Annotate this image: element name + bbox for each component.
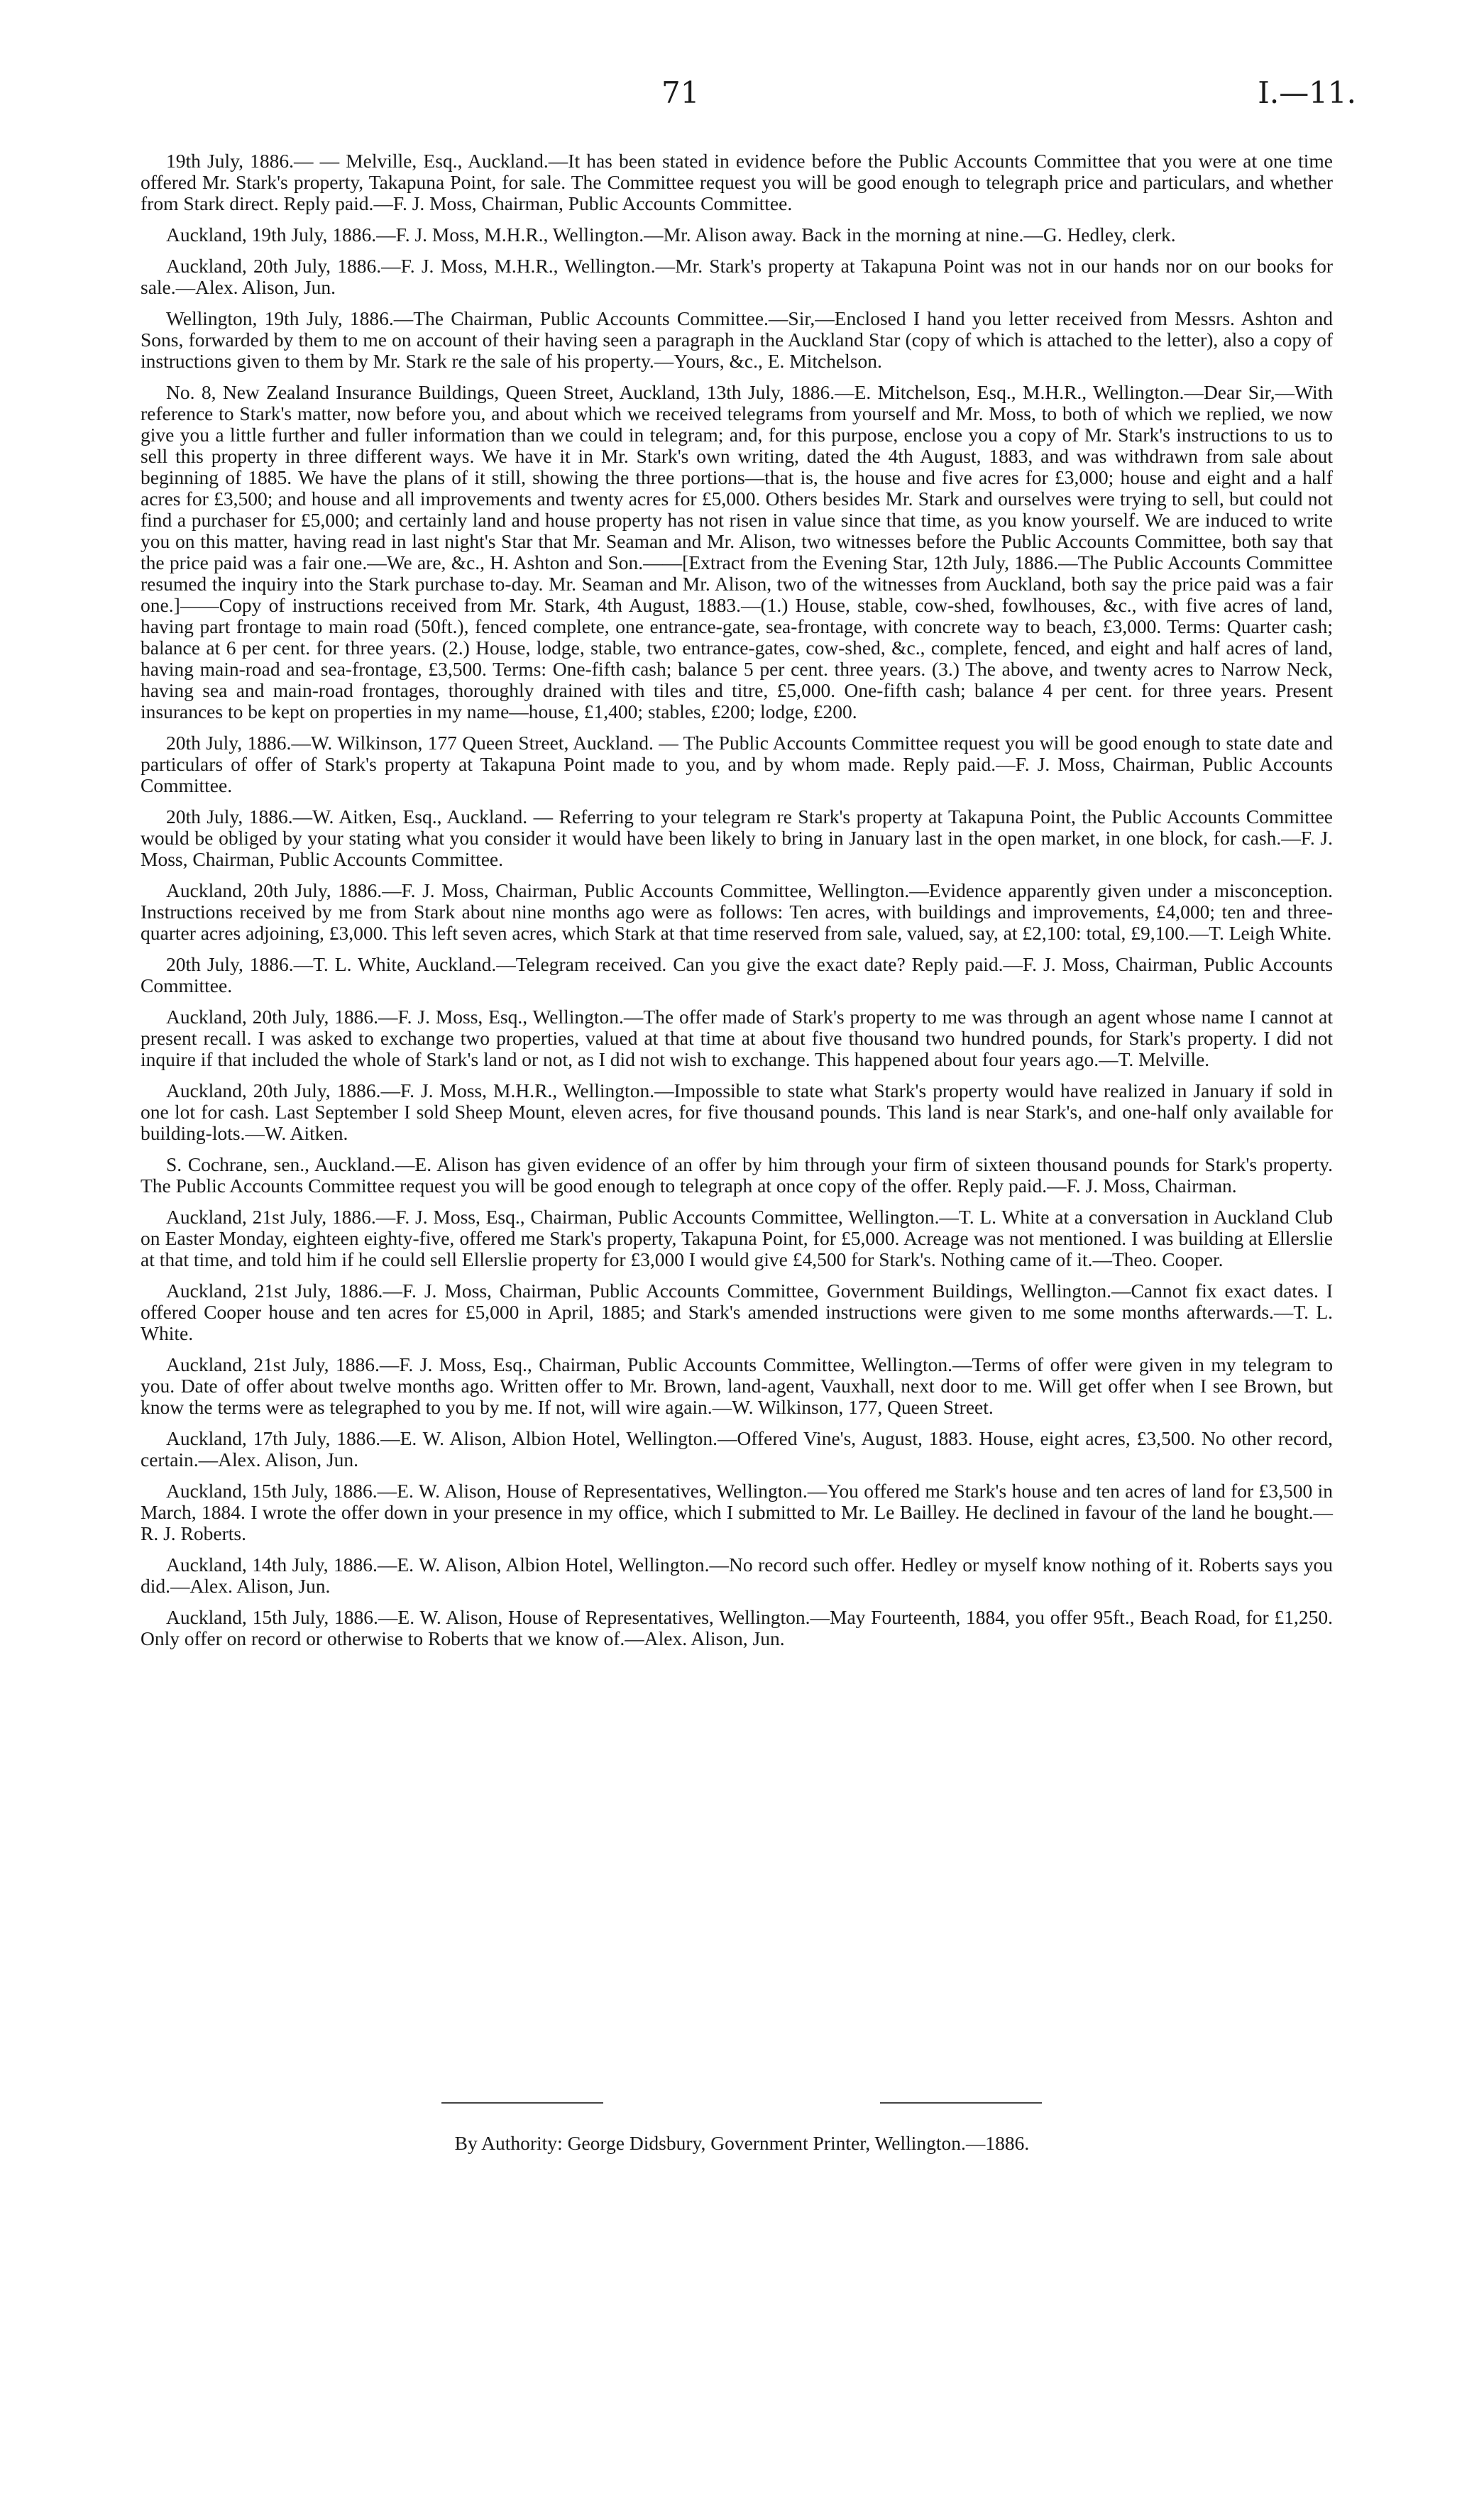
paragraph: Wellington, 19th July, 1886.—The Chairman, Public Accounts Committee.—Sir,—Enclosed I hand you letter received from Messrs. Ashton and Sons, forwarded by them to me on account of their having seen a paragraph in the Auckland Star (copy of which is attached to the letter), also a copy of instructions given to them by Mr. Stark re the sale of his property.—Yours, &c., E. Mitchelson. xyxy=(141,307,1333,372)
printer-imprint: By Authority: George Didsbury, Government Printer, Wellington.—1886. xyxy=(454,2132,1030,2154)
paragraph: Auckland, 21st July, 1886.—F. J. Moss, Esq., Chairman, Public Accounts Committee, Wellington.—T. L. White at a conversation in Auckland Club on Easter Monday, eighteen eighty-five, offered me Stark's property, Takapuna Point, for £5,000. Acreage was not mentioned. I was building at Ellerslie at that time, and told him if he could sell Ellerslie property for £3,000 I would give £4,500 for Stark's. Nothing came of it.—Theo. Cooper. xyxy=(141,1206,1333,1270)
paragraph: Auckland, 21st July, 1886.—F. J. Moss, Esq., Chairman, Public Accounts Committee, Wellington.—Terms of offer were given in my telegram to you. Date of offer about twelve months ago. Written offer to Mr. Brown, land-agent, Vauxhall, next door to me. Will get offer when I see Brown, but know the terms were as telegraphed to you by me. If not, will wire again.—W. Wilkinson, 177, Queen Street. xyxy=(141,1353,1333,1418)
body-text xyxy=(141,150,1333,1659)
paragraph: Auckland, 17th July, 1886.—E. W. Alison, Albion Hotel, Wellington.—Offered Vine's, August, 1883. House, eight acres, £3,500. No other record, certain.—Alex. Alison, Jun. xyxy=(141,1427,1333,1471)
paragraph: S. Cochrane, sen., Auckland.—E. Alison has given evidence of an offer by him through your firm of sixteen thousand pounds for Stark's property. The Public Accounts Committee request you will be good enough to telegraph at once copy of the offer. Reply paid.—F. J. Moss, Chairman. xyxy=(141,1153,1333,1197)
paragraph: Auckland, 14th July, 1886.—E. W. Alison, Albion Hotel, Wellington.—No record such offer. Hedley or myself know nothing of it. Roberts says you did.—Alex. Alison, Jun. xyxy=(141,1554,1333,1597)
footer-rule-right xyxy=(880,2102,1042,2104)
paragraph: 20th July, 1886.—W. Wilkinson, 177 Queen Street, Auckland. — The Public Accounts Committee request you will be good enough to state date and particulars of offer of Stark's property at Takapuna Point made to you, and by whom made. Reply paid.—F. J. Moss, Chairman, Public Accounts Committee. xyxy=(141,732,1333,796)
paragraph: Auckland, 15th July, 1886.—E. W. Alison, House of Representatives, Wellington.—You offered me Stark's house and ten acres of land for £3,500 in March, 1884. I wrote the offer down in your presence in my office, which I submitted to Mr. Le Bailley. He declined in favour of the land he bought.—R. J. Roberts. xyxy=(141,1480,1333,1544)
paragraph: No. 8, New Zealand Insurance Buildings, Queen Street, Auckland, 13th July, 1886.—E. Mitchelson, Esq., M.H.R., Wellington.—Dear Sir,—With reference to Stark's matter, now before you, and about which we received telegrams from yourself and Mr. Moss, to both of which we replied, we now give you a little further and fuller information than we could in telegram; and, for this purpose, enclose you a copy of Mr. Stark's instructions to us to sell this property in three different ways. We have it in Mr. Stark's own writing, dated the 4th August, 1883, and was withdrawn from sale about beginning of 1885. We have the plans of it still, showing the three portions—that is, the house and five acres for £3,000; house and eight and a half acres for £3,500; and house and all improvements and twenty acres for £5,000. Others besides Mr. Stark and ourselves were trying to sell, but could not find a purchaser for £5,000; and certainly land and house property has not risen in value since that time, as you know yourself. We are induced to write you on this matter, having read in last night's Star that Mr. Seaman and Mr. Alison, two witnesses before the Public Accounts Committee, both say that the price paid was a fair one.—We are, &c., H. Ashton and Son.——[Extract from the Evening Star, 12th July, 1886.—The Public Accounts Committee resumed the inquiry into the Stark purchase to-day. Mr. Seaman and Mr. Alison, two of the witnesses from Auckland, both say the price paid was a fair one.]——Copy of instructions received from Mr. Stark, 4th August, 1883.—(1.) House, stable, cow-shed, fowlhouses, &c., with five acres of land, having part frontage to main road (50ft.), fenced complete, one entrance-gate, sea-frontage, with concrete way to beach, £3,000. Terms: Quarter cash; balance at 6 per cent. for three years. (2.) House, lodge, stable, two entrance-gates, cow-shed, &c., complete, fenced, and eight and half acres of land, having main-road and sea-frontage, £3,500. Terms: One-fifth cash; balance 5 per cent. three years. (3.) The above, and twenty acres to Narrow Neck, having sea and main-road frontages, thoroughly drained with tiles and titre, £5,000. One-fifth cash; balance 4 per cent. for three years. Present insurances to be kept on properties in my name—house, £1,400; stables, £200; lodge, £200. xyxy=(141,381,1333,722)
paragraph: 20th July, 1886.—W. Aitken, Esq., Auckland. — Referring to your telegram re Stark's property at Takapuna Point, the Public Accounts Committee would be obliged by your stating what you consider it would have been likely to bring in January last in the open market, in one block, for cash.—F. J. Moss, Chairman, Public Accounts Committee. xyxy=(141,806,1333,870)
paragraph: Auckland, 20th July, 1886.—F. J. Moss, Esq., Wellington.—The offer made of Stark's property to me was through an agent whose name I cannot at present recall. I was asked to exchange two properties, valued at that time at about five thousand two hundred pounds, for Stark's property. I did not inquire if that included the whole of Stark's land or not, as I did not wish to exchange. This happened about four years ago.—T. Melville. xyxy=(141,1006,1333,1070)
footer-rule-left xyxy=(441,2102,603,2104)
paragraph: Auckland, 20th July, 1886.—F. J. Moss, Chairman, Public Accounts Committee, Wellington.—Evidence apparently given under a misconception. Instructions received by me from Stark about nine months ago were as follows: Ten acres, with buildings and improvements, £4,000; ten and three-quarter acres adjoining, £3,000. This left seven acres, which Stark at that time reserved from sale, valued, say, at £2,100: total, £9,100.—T. Leigh White. xyxy=(141,879,1333,944)
page-number: 71 xyxy=(661,75,700,110)
paragraph: Auckland, 20th July, 1886.—F. J. Moss, M.H.R., Wellington.—Mr. Stark's property at Takapuna Point was not in our hands nor on our books for sale.—Alex. Alison, Jun. xyxy=(141,255,1333,298)
page-header xyxy=(0,71,1484,121)
paragraph: Auckland, 19th July, 1886.—F. J. Moss, M.H.R., Wellington.—Mr. Alison away. Back in the morning at nine.—G. Hedley, clerk. xyxy=(166,224,1176,246)
document-reference: I.—11. xyxy=(1258,75,1356,110)
paragraph: Auckland, 15th July, 1886.—E. W. Alison, House of Representatives, Wellington.—May Fourteenth, 1884, you offer 95ft., Beach Road, for £1,250. Only offer on record or otherwise to Roberts that we know of.—Alex. Alison, Jun. xyxy=(141,1606,1333,1649)
paragraph: 20th July, 1886.—T. L. White, Auckland.—Telegram received. Can you give the exact date? Reply paid.—F. J. Moss, Chairman, Public Accounts Committee. xyxy=(141,953,1333,996)
paragraph: 19th July, 1886.— — Melville, Esq., Auckland.—It has been stated in evidence before the Public Accounts Committee that you were at one time offered Mr. Stark's property, Takapuna Point, for sale. The Committee request you will be good enough to telegraph price and particulars, and whether from Stark direct. Reply paid.—F. J. Moss, Chairman, Public Accounts Committee. xyxy=(141,150,1333,214)
paragraph: Auckland, 21st July, 1886.—F. J. Moss, Chairman, Public Accounts Committee, Government Buildings, Wellington.—Cannot fix exact dates. I offered Cooper house and ten acres for £5,000 in April, 1885; and Stark's amended instructions were given to me some months afterwards.—T. L. White. xyxy=(141,1280,1333,1344)
paragraph: Auckland, 20th July, 1886.—F. J. Moss, M.H.R., Wellington.—Impossible to state what Stark's property would have realized in January if sold in one lot for cash. Last September I sold Sheep Mount, eleven acres, for five thousand pounds. This land is near Stark's, and one-half only available for building-lots.—W. Aitken. xyxy=(141,1079,1333,1144)
